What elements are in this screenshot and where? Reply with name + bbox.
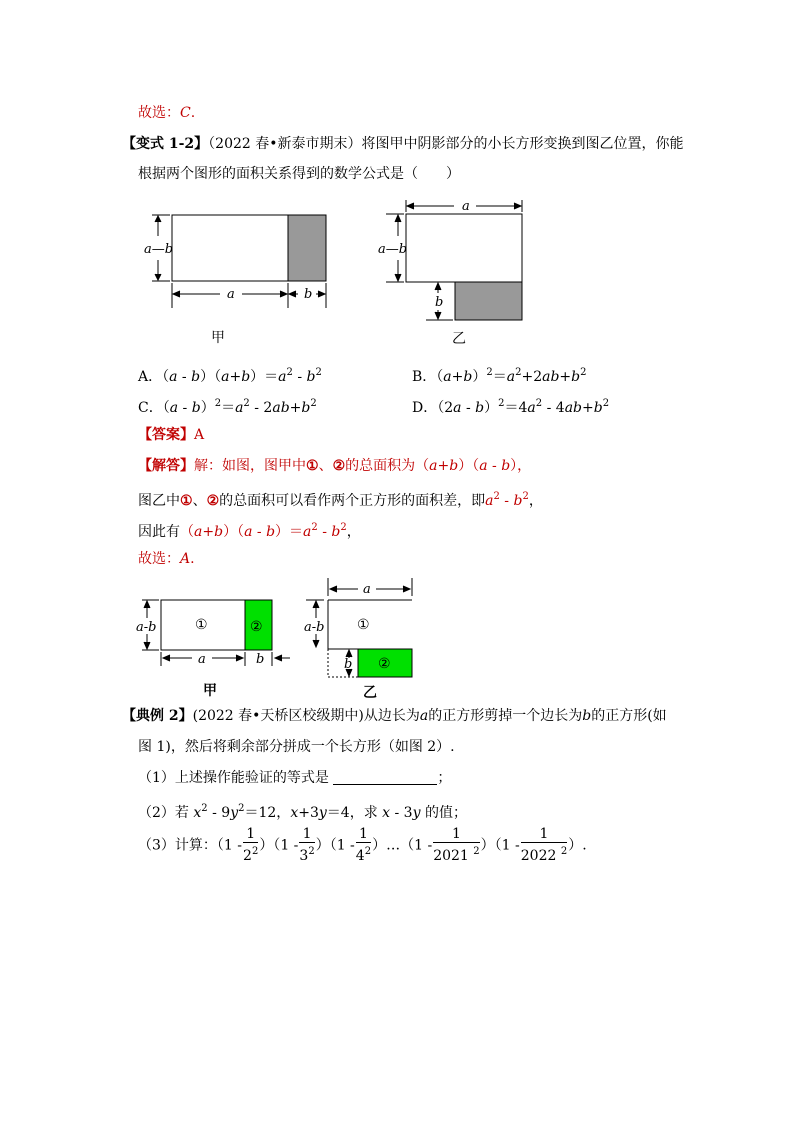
fig2-jia-label-b: b <box>256 652 265 667</box>
answer-blank[interactable] <box>333 770 437 785</box>
fraction-term-2021: $\frac{1}{2021 ^2}$ <box>433 826 480 864</box>
fig2-yi-circle-2: ② <box>378 656 391 672</box>
variant-1-2-line2: 根据两个图形的面积关系得到的数学公式是（ ） <box>138 166 460 182</box>
fig1-yi-caption: 乙 <box>452 331 466 347</box>
answer-tag: 【答案】 <box>138 427 194 443</box>
solution-line1: 【解答】解：如图，图甲中①、②的总面积为（a+b）（a - b）， <box>138 458 532 474</box>
line-choose-c: 故选：C. <box>138 105 196 121</box>
fraction-term-2: $\frac{1}{3^2}$ <box>299 826 315 864</box>
fig1-yi-label-a: a <box>462 199 470 214</box>
fig1-yi-label-b: b <box>435 295 444 310</box>
solution-line3: 因此有$(a+b)(a - b)=a^2 - b^2$， <box>138 522 361 540</box>
fig1-jia-shaded-rect <box>288 215 326 281</box>
fig2-jia-label-a-b: a-b <box>136 620 157 635</box>
fig1-yi-label-a-minus-b: a—b <box>378 242 408 257</box>
choose-label: 故选： <box>138 105 180 121</box>
fig1-jia-label-b: b <box>304 287 313 302</box>
fig2-yi-label-b: b <box>344 657 353 672</box>
choose-answer: C <box>180 105 191 121</box>
question-1: （1）上述操作能验证的等式是 ； <box>138 770 452 786</box>
variant-source: （2022 春•新泰市期末） <box>208 136 362 152</box>
question-2: （2）若 $x^2 - 9y^2=12$，x+3y＝4，求 x - 3y 的值； <box>138 803 467 821</box>
fig2-jia-circle-2: ② <box>250 619 263 635</box>
fig2-yi-circle-1: ① <box>357 617 370 633</box>
fig1-yi-main-rect <box>406 214 522 282</box>
option-c: C．$(a - b)^2=a^2 - 2ab+b^2$ <box>138 398 317 416</box>
example-source: (2022 春•天桥区校级期中) <box>192 708 364 724</box>
answer-value: A <box>194 427 205 443</box>
figure-1 <box>130 190 550 360</box>
example-2-line2: 图 1)，然后将剩余部分拼成一个长方形（如图 2）. <box>138 739 455 755</box>
fig1-jia-label-a: a <box>227 287 235 302</box>
fig2-yi-caption: 乙 <box>363 685 377 700</box>
fig2-yi-label-a-b: a-b <box>304 620 325 635</box>
variant-stem: 将图甲中阴影部分的小长方形变换到图乙位置，你能 <box>361 136 684 152</box>
option-a: A．$(a - b)(a+b)=a^2 - b^2$ <box>138 367 322 385</box>
solution-tag: 【解答】 <box>138 458 194 474</box>
fig1-jia-caption: 甲 <box>211 330 225 346</box>
question-3: （3）计算：（1 - $\frac{1}{2^2}$ ）（1 - $\frac{1}{3^2}$ ）（1 - $\frac{1}{4^2}$ ）…（1 - $\frac{1}{2021 ^2}$ ）（1 - $\frac{1}{2022 ^2}$ ）. <box>138 826 587 864</box>
fig2-yi-label-a: a <box>363 582 371 597</box>
figure-2 <box>130 574 430 700</box>
example-tag: 【典例 2】 <box>122 708 193 724</box>
fraction-term-2022: $\frac{1}{2022 ^2}$ <box>520 826 568 864</box>
solution-line2: 图乙中①、②的总面积可以看作两个正方形的面积差，即$a^2 - b^2$， <box>138 491 543 509</box>
fig2-jia-label-a: a <box>198 652 206 667</box>
variant-1-2-line1 <box>122 135 684 153</box>
fig2-jia-caption: 甲 <box>203 683 217 699</box>
fig1-jia-label-a-minus-b: a—b <box>144 242 174 257</box>
variant-tag: 【变式 1-2】 <box>122 136 209 152</box>
example-2-line1: 【典例 2】(2022 春•天桥区校级期中)从边长为a的正方形剪掉一个边长为b的正方形(如 <box>122 708 667 724</box>
fig1-yi-shaded-rect <box>455 282 522 320</box>
option-d: D．$(2a - b)^2=4a^2 - 4ab+b^2$ <box>412 398 610 416</box>
fraction-term-1: $\frac{1}{2^2}$ <box>243 826 259 864</box>
option-b: B．$(a+b)^2=a^2+2ab+b^2$ <box>412 367 587 385</box>
solution-line4: 故选：A. <box>138 551 195 567</box>
fig1-jia-main-rect <box>172 215 288 281</box>
fig2-jia-circle-1: ① <box>195 617 208 633</box>
fraction-term-3: $\frac{1}{4^2}$ <box>355 826 372 864</box>
answer-line <box>138 426 204 444</box>
